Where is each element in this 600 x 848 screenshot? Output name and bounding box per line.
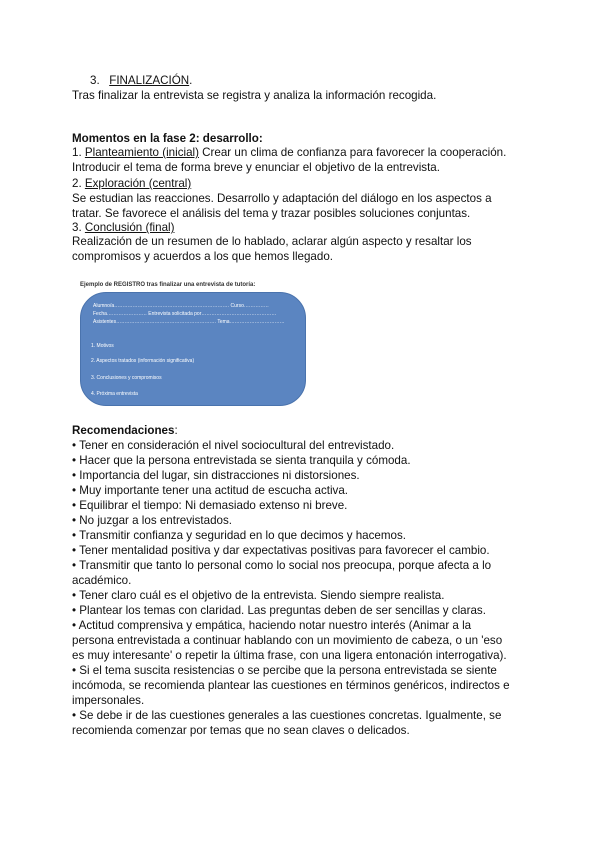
momento-label: Exploración (central) xyxy=(84,177,192,190)
finalizacion-text: Tras finalizar la entrevista se registra y analiza la información recogida. xyxy=(72,89,437,102)
list-item: • Importancia del lugar, sin distracciones ni distorsiones. xyxy=(72,469,360,482)
list-item: • Si el tema suscita resistencias o se percibe que la persona entrevistada se siente incómoda, se recomienda plantear las cuestiones en términos genéricos, indirectos e impersonales. xyxy=(72,664,510,707)
list-item: • Tener en consideración el nivel sociocultural del entrevistado. xyxy=(72,439,395,452)
list-item: • Se debe ir de las cuestiones generales a las cuestiones concretas. Igualmente, se recomienda comenzar por temas que no sean claves o delicados. xyxy=(72,709,502,737)
recomendaciones-section xyxy=(72,423,512,738)
momento-item-3-text: Realización de un resumen de lo hablado, aclarar algún aspecto y resaltar los compromisos y acuerdos a los que hemos llegado. xyxy=(72,235,472,263)
figure-field-fecha: Fecha…………………… Entrevista solicitada por……………………………………… xyxy=(93,311,277,317)
list-item: • Tener mentalidad positiva y dar expectativas positivas para favorecer el cambio. xyxy=(72,544,490,557)
recomendaciones-heading xyxy=(72,423,512,438)
registro-figure xyxy=(80,292,306,406)
momento-item-1 xyxy=(72,145,512,175)
momento-item-3-label xyxy=(72,220,512,235)
figure-field-alumno: Alumno/a…………………………………………………………… Curso…………… xyxy=(93,303,269,309)
momento-num: 2. xyxy=(72,177,85,190)
momento-num: 1. xyxy=(72,146,85,159)
figure-item: 1. Motivos xyxy=(91,343,114,349)
momento-num: 3. xyxy=(72,221,85,234)
figure-field-asistentes: Asistentes…………………………………………………… Tema…………………………… xyxy=(93,319,285,325)
list-item: • Actitud comprensiva y empática, haciendo notar nuestro interés (Animar a la persona entrevistada a continuar hablando con un movimiento de cabeza, o un 'eso es muy interesante' o repetir la última frase, con una ligera entonación interrogativa). xyxy=(72,619,507,662)
momento-label: Planteamiento (inicial) xyxy=(84,146,199,159)
figure-item: 4. Próxima entrevista xyxy=(91,391,138,397)
list-item: • Transmitir que tanto lo personal como lo social nos preocupa, porque afecta a lo académico. xyxy=(72,559,492,587)
list-item: • Hacer que la persona entrevistada se sienta tranquila y cómoda. xyxy=(72,454,411,467)
list-item: • Tener claro cuál es el objetivo de la entrevista. Siendo siempre realista. xyxy=(72,589,445,602)
momento-item-2-label xyxy=(72,176,512,191)
recomendaciones-heading-text: Recomendaciones xyxy=(72,424,175,437)
list-item: • Muy importante tener una actitud de escucha activa. xyxy=(72,484,349,497)
figure-item: 3. Conclusiones y compromisos xyxy=(91,375,162,381)
list-item: • Plantear los temas con claridad. Las preguntas deben de ser sencillas y claras. xyxy=(72,604,486,617)
section-number: 3. xyxy=(90,74,100,87)
momentos-heading-text: Momentos en la fase 2: desarrollo: xyxy=(72,132,263,145)
momento-item-2-text: Se estudian las reacciones. Desarrollo y adaptación del diálogo en los aspectos a tratar. Se favorece el análisis del tema y trazar posibles soluciones conjuntas. xyxy=(72,192,492,220)
momento-label: Conclusión (final) xyxy=(84,221,175,234)
figure-item: 2. Aspectos tratados (información significativa) xyxy=(91,358,195,364)
section-finalizacion-heading xyxy=(90,73,192,88)
list-item: • Equilibrar el tiempo: Ni demasiado extenso ni breve. xyxy=(72,499,348,512)
figure-caption: Ejemplo de REGISTRO tras finalizar una entrevista de tutoría: xyxy=(80,282,256,288)
momentos-heading xyxy=(72,131,512,146)
list-item: • Transmitir confianza y seguridad en lo que decimos y hacemos. xyxy=(72,529,406,542)
list-item: • No juzgar a los entrevistados. xyxy=(72,514,233,527)
section-title-punct: . xyxy=(189,74,193,87)
heading-colon: : xyxy=(174,424,178,437)
momento-text: Crear un clima de confianza para favorecer la cooperación. Introducir el tema de forma breve y enunciar el objetivo de la entrevista. xyxy=(72,146,507,174)
section-title: FINALIZACIÓN xyxy=(109,74,190,87)
